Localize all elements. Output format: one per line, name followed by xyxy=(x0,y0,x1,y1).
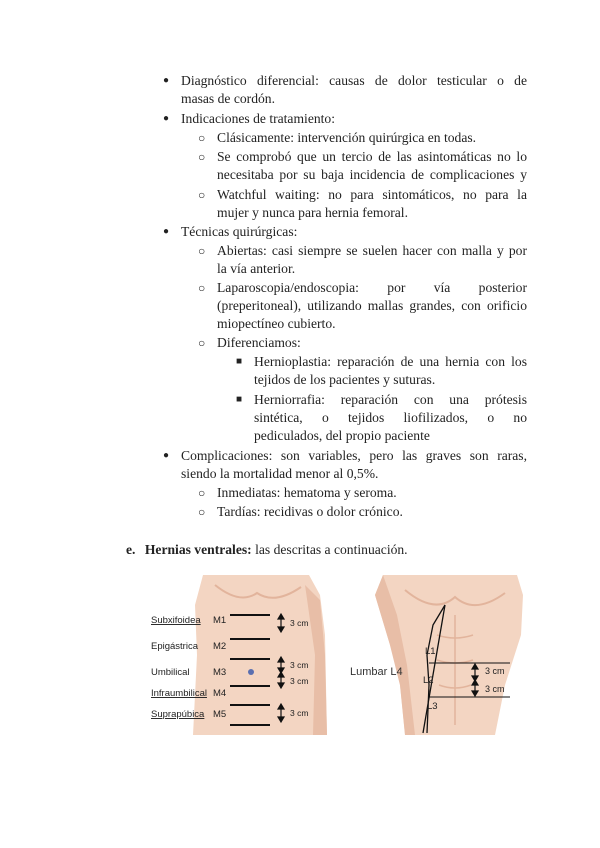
code-l1: L1 xyxy=(425,646,436,657)
item-diagnostico-line2: masas de cordón. xyxy=(181,91,275,106)
measure-l-upper: 3 cm xyxy=(485,666,505,676)
bullet-square: ■ xyxy=(236,394,243,405)
section-heading xyxy=(126,541,408,559)
item-complicaciones-line2: siendo la mortalidad menor al 0,5%. xyxy=(181,466,379,481)
code-l3: L3 xyxy=(427,701,438,712)
item-indicaciones-sub2-line1: Se comprobó que un tercio de las asintomáticas no lo xyxy=(217,149,527,164)
bullet-disc: ● xyxy=(163,226,170,237)
item-complicaciones-sub2: Tardías: recidivas o dolor crónico. xyxy=(217,504,403,519)
bullet-circle: ○ xyxy=(198,150,206,164)
item-hernioplastia-line1: Hernioplastia: reparación de una hernia con los xyxy=(254,354,527,369)
label-infraumbilical: Infraumbilical xyxy=(151,688,207,699)
bullet-disc: ● xyxy=(163,113,170,124)
item-tecnicas-sub3: Diferenciamos: xyxy=(217,335,301,350)
measure-m3-lower: 3 cm xyxy=(290,676,309,686)
item-indicaciones-sub3-line2: mujer y nunca para hernia femoral. xyxy=(217,205,408,220)
code-m2: M2 xyxy=(213,641,227,652)
bullet-circle: ○ xyxy=(198,244,206,258)
bullet-circle: ○ xyxy=(198,486,206,500)
item-tecnicas-sub1-line2: la vía anterior. xyxy=(217,261,296,276)
label-suprapubica: Suprapúbica xyxy=(151,709,205,720)
code-m5: M5 xyxy=(213,709,227,720)
code-m4: M4 xyxy=(213,688,227,699)
item-herniorrafia-line3: pediculados, del propio paciente xyxy=(254,428,430,443)
label-epigastrica: Epigástrica xyxy=(151,641,198,652)
bullet-circle: ○ xyxy=(198,336,206,350)
item-tecnicas-title: Técnicas quirúrgicas: xyxy=(181,224,298,239)
item-indicaciones-sub1: Clásicamente: intervención quirúrgica en todas. xyxy=(217,130,477,145)
bullet-disc: ● xyxy=(163,75,170,86)
bullet-square: ■ xyxy=(236,356,243,367)
label-umbilical: Umbilical xyxy=(151,667,190,678)
measure-l-lower: 3 cm xyxy=(485,684,505,694)
label-subxifoidea: Subxifoidea xyxy=(151,615,201,626)
bullet-disc: ● xyxy=(163,450,170,461)
navel xyxy=(248,669,254,675)
code-m1: M1 xyxy=(213,615,227,626)
item-tecnicas-sub2-line1: Laparoscopia/endoscopia: por vía posterior xyxy=(217,280,527,295)
item-complicaciones-line1: Complicaciones: son variables, pero las graves son raras, xyxy=(181,448,527,463)
item-tecnicas-sub1-line1: Abiertas: casi siempre se suelen hacer con malla y por xyxy=(217,243,527,258)
section-title: Hernias ventrales: xyxy=(144,542,252,557)
bullet-circle: ○ xyxy=(198,188,206,202)
measure-m1: 3 cm xyxy=(290,618,309,628)
code-l2: L2 xyxy=(423,675,434,686)
item-diagnostico-line1: Diagnóstico diferencial: causas de dolor testicular o de xyxy=(181,73,527,88)
section-text: las descritas a continuación. xyxy=(251,542,408,557)
bullet-circle: ○ xyxy=(198,281,206,295)
item-tecnicas-sub2-line3: miopectíneo cubierto. xyxy=(217,316,336,331)
section-letter: e. xyxy=(126,542,136,557)
figure-ventral-midline-zones xyxy=(145,575,335,735)
item-indicaciones-title: Indicaciones de tratamiento: xyxy=(181,111,335,126)
item-indicaciones-sub3-line1: Watchful waiting: no para sintomáticos, no para la xyxy=(217,187,527,202)
measure-m3-upper: 3 cm xyxy=(290,660,309,670)
bullet-circle: ○ xyxy=(198,505,206,519)
item-hernioplastia-line2: tejidos de los pacientes y suturas. xyxy=(254,372,436,387)
code-m3: M3 xyxy=(213,667,227,678)
bullet-circle: ○ xyxy=(198,131,206,145)
figure-lumbar-zones xyxy=(345,575,525,735)
item-indicaciones-sub2-line2: necesitaba por su baja incidencia de complicaciones y xyxy=(217,167,527,182)
item-tecnicas-sub2-line2: (preperitoneal), utilizando mallas grandes, con orificio xyxy=(217,298,527,313)
item-complicaciones-sub1: Inmediatas: hematoma y seroma. xyxy=(217,485,397,500)
label-lumbar: Lumbar L4 xyxy=(350,666,403,678)
measure-m5: 3 cm xyxy=(290,708,309,718)
item-herniorrafia-line2: sintética, o tejidos liofilizados, o no xyxy=(254,410,527,425)
item-herniorrafia-line1: Herniorrafia: reparación con una prótesis xyxy=(254,392,527,407)
